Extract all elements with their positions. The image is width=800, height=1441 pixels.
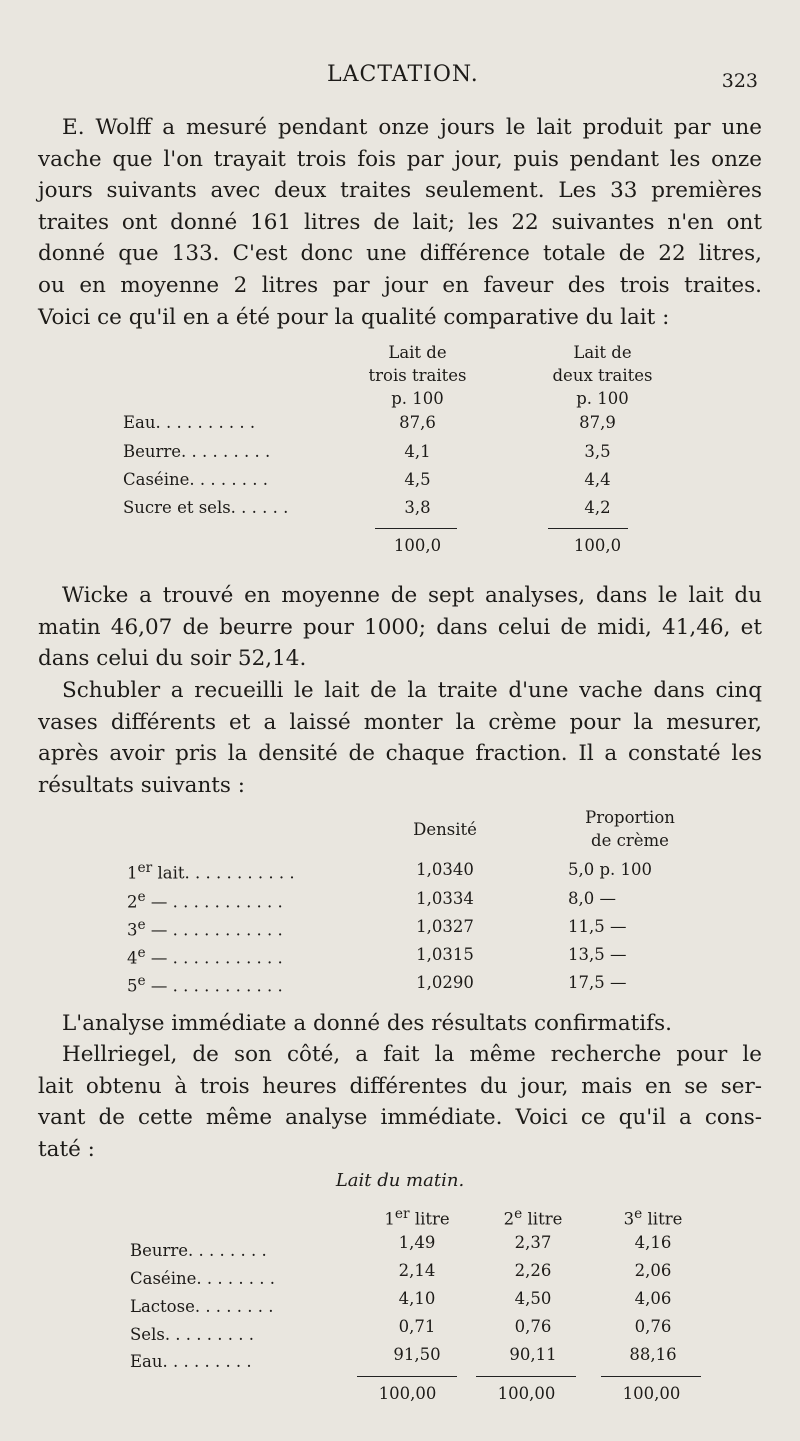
table-cell: 0,76 <box>634 1317 672 1336</box>
text-line: résultats suivants : <box>38 772 246 798</box>
ordinal: 2 <box>503 1209 515 1229</box>
table-cell: 2,14 <box>398 1261 436 1280</box>
text-line: vases différents et a laissé monter la crème pour la mesurer, <box>38 709 762 735</box>
table-row-label: Beurre. . . . . . . . <box>130 1241 267 1260</box>
table-col-header: Lait de <box>573 343 632 362</box>
row-text: — . . . . . . . . . . . <box>150 976 283 996</box>
table-cell: 1,0327 <box>416 917 474 936</box>
table-cell: 87,9 <box>579 413 616 432</box>
table-row-label <box>127 889 283 912</box>
table-cell: 87,6 <box>399 413 436 432</box>
table-row-label <box>127 860 295 883</box>
sum-rule <box>601 1376 701 1377</box>
ordinal: 2 <box>127 892 138 912</box>
text-line: après avoir pris la densité de chaque fraction. Il a constaté les <box>38 741 762 767</box>
table-cell: 0,71 <box>398 1317 436 1336</box>
text-line: lait obtenu à trois heures différentes du jour, mais en se ser- <box>38 1073 762 1099</box>
text-line: ou en moyenne 2 litres par jour en faveur des trois traites. <box>38 272 762 298</box>
paragraph-schubler <box>38 675 762 801</box>
paragraph-wolff <box>38 112 762 333</box>
sum-rule <box>357 1376 457 1377</box>
text-line: donné que 133. C'est donc une différence totale de 22 litres, <box>38 241 762 267</box>
ordinal: 5 <box>127 976 138 996</box>
ordinal-suffix: er <box>394 1206 410 1222</box>
table-col-header: p. 100 <box>576 389 629 408</box>
table-col-header <box>372 1206 462 1229</box>
text-line: traites ont donné 161 litres de lait; les 22 suivantes n'en ont <box>38 209 762 235</box>
text-line: dans celui du soir 52,14. <box>38 646 307 672</box>
table-total: 100,00 <box>622 1384 681 1403</box>
table-total: 100,0 <box>573 536 622 555</box>
table-total: 100,00 <box>378 1384 437 1403</box>
header-word: litre <box>647 1209 683 1229</box>
paragraph-hellriegel <box>38 1039 762 1165</box>
table-cell: 4,1 <box>404 442 431 461</box>
ordinal: 1 <box>384 1209 395 1229</box>
table-col-header <box>608 1206 698 1229</box>
table-row-label: Caséine. . . . . . . . <box>123 470 269 489</box>
page-header <box>0 62 800 96</box>
table-cell: 1,0315 <box>416 945 474 964</box>
row-text: lait. . . . . . . . . . . <box>157 863 295 883</box>
table-cell: 1,0340 <box>416 860 474 879</box>
header-word: litre <box>527 1209 563 1229</box>
page-number: 323 <box>721 70 758 92</box>
table-col-header <box>488 1206 578 1229</box>
table-row-label: Eau. . . . . . . . . . <box>123 413 256 432</box>
text-line: jours suivants avec deux traites seulement. Les 33 premières <box>38 178 762 204</box>
text-line: vache que l'on trayait trois fois par jour, puis pendant les onze <box>38 146 762 172</box>
table-cell: 3,8 <box>404 498 431 517</box>
ordinal: 3 <box>623 1209 635 1229</box>
ordinal-suffix: e <box>137 889 146 905</box>
paragraph-wicke <box>38 580 762 675</box>
table-cell: 8,0 — <box>568 889 616 908</box>
ordinal-suffix: e <box>514 1206 523 1222</box>
table-cell: 4,5 <box>404 470 431 489</box>
text-line: Voici ce qu'il en a été pour la qualité comparative du lait : <box>38 304 670 330</box>
sum-rule <box>548 528 628 529</box>
ordinal: 1 <box>127 863 138 883</box>
running-title: LACTATION. <box>327 62 479 87</box>
text-line: L'analyse immédiate a donné des résultats confirmatifs. <box>62 1011 672 1036</box>
ordinal-suffix: er <box>137 860 153 876</box>
table-cell: 0,76 <box>514 1317 552 1336</box>
table-cell: 11,5 — <box>568 917 627 936</box>
ordinal: 3 <box>127 920 138 940</box>
table-total: 100,00 <box>497 1384 556 1403</box>
row-text: — . . . . . . . . . . . <box>150 948 283 968</box>
table-col-header: Proportion <box>585 808 675 827</box>
header-word: litre <box>414 1209 450 1229</box>
table-cell: 4,2 <box>584 498 611 517</box>
table-row-label: Sels. . . . . . . . . <box>130 1325 254 1344</box>
text-line: E. Wolff a mesuré pendant onze jours le lait produit par une <box>62 115 762 140</box>
table-row-label: Lactose. . . . . . . . <box>130 1297 274 1316</box>
text-line: Hellriegel, de son côté, a fait la même recherche pour le <box>62 1042 762 1067</box>
table-row-label <box>127 917 283 940</box>
table-cell: 4,4 <box>584 470 611 489</box>
row-text: — . . . . . . . . . . . <box>150 892 283 912</box>
table-cell: 4,10 <box>398 1289 436 1308</box>
table-cell: 4,16 <box>634 1233 672 1252</box>
table-cell: 17,5 — <box>568 973 627 992</box>
table-cell: 13,5 — <box>568 945 627 964</box>
table-col-header: p. 100 <box>391 389 444 408</box>
table-cell: 88,16 <box>629 1345 677 1364</box>
ordinal: 4 <box>127 948 138 968</box>
table-row-label: Eau. . . . . . . . . <box>130 1352 252 1371</box>
table-cell: 4,50 <box>514 1289 552 1308</box>
sum-rule <box>476 1376 576 1377</box>
table-cell: 2,37 <box>514 1233 552 1252</box>
paragraph-analyse <box>38 1008 762 1040</box>
table-col-header: deux traites <box>552 366 653 385</box>
ordinal-suffix: e <box>634 1206 643 1222</box>
ordinal-suffix: e <box>137 917 146 933</box>
table-row-label: Beurre. . . . . . . . . <box>123 442 271 461</box>
table-cell: 1,49 <box>398 1233 436 1252</box>
row-text: — . . . . . . . . . . . <box>150 920 283 940</box>
text-line: Schubler a recueilli le lait de la traite d'une vache dans cinq <box>62 678 762 703</box>
table-cell: 2,06 <box>634 1261 672 1280</box>
ordinal-suffix: e <box>137 973 146 989</box>
table-cell: 4,06 <box>634 1289 672 1308</box>
table-row-label: Sucre et sels. . . . . . <box>123 498 289 517</box>
text-line: matin 46,07 de beurre pour 1000; dans celui de midi, 41,46, et <box>38 614 762 640</box>
ordinal-suffix: e <box>137 945 146 961</box>
text-line: Wicke a trouvé en moyenne de sept analyses, dans le lait du <box>62 583 762 608</box>
table-col-header: Densité <box>413 820 477 839</box>
table-title: Lait du matin. <box>335 1170 465 1191</box>
table-row-label: Caséine. . . . . . . . <box>130 1269 276 1288</box>
text-line: taté : <box>38 1136 95 1162</box>
table-total: 100,0 <box>393 536 442 555</box>
table-col-header: trois traites <box>368 366 467 385</box>
table-cell: 90,11 <box>509 1345 557 1364</box>
sum-rule <box>375 528 457 529</box>
table-row-label <box>127 973 283 996</box>
table-cell: 3,5 <box>584 442 611 461</box>
table-cell: 1,0334 <box>416 889 474 908</box>
table-cell: 5,0 p. 100 <box>568 860 653 879</box>
table-cell: 2,26 <box>514 1261 552 1280</box>
table-cell: 1,0290 <box>416 973 474 992</box>
text-line: vant de cette même analyse immédiate. Voici ce qu'il a cons- <box>38 1105 762 1131</box>
table-cell: 91,50 <box>393 1345 441 1364</box>
table-col-header: de crème <box>591 831 669 850</box>
table-row-label <box>127 945 283 968</box>
table-col-header: Lait de <box>388 343 447 362</box>
